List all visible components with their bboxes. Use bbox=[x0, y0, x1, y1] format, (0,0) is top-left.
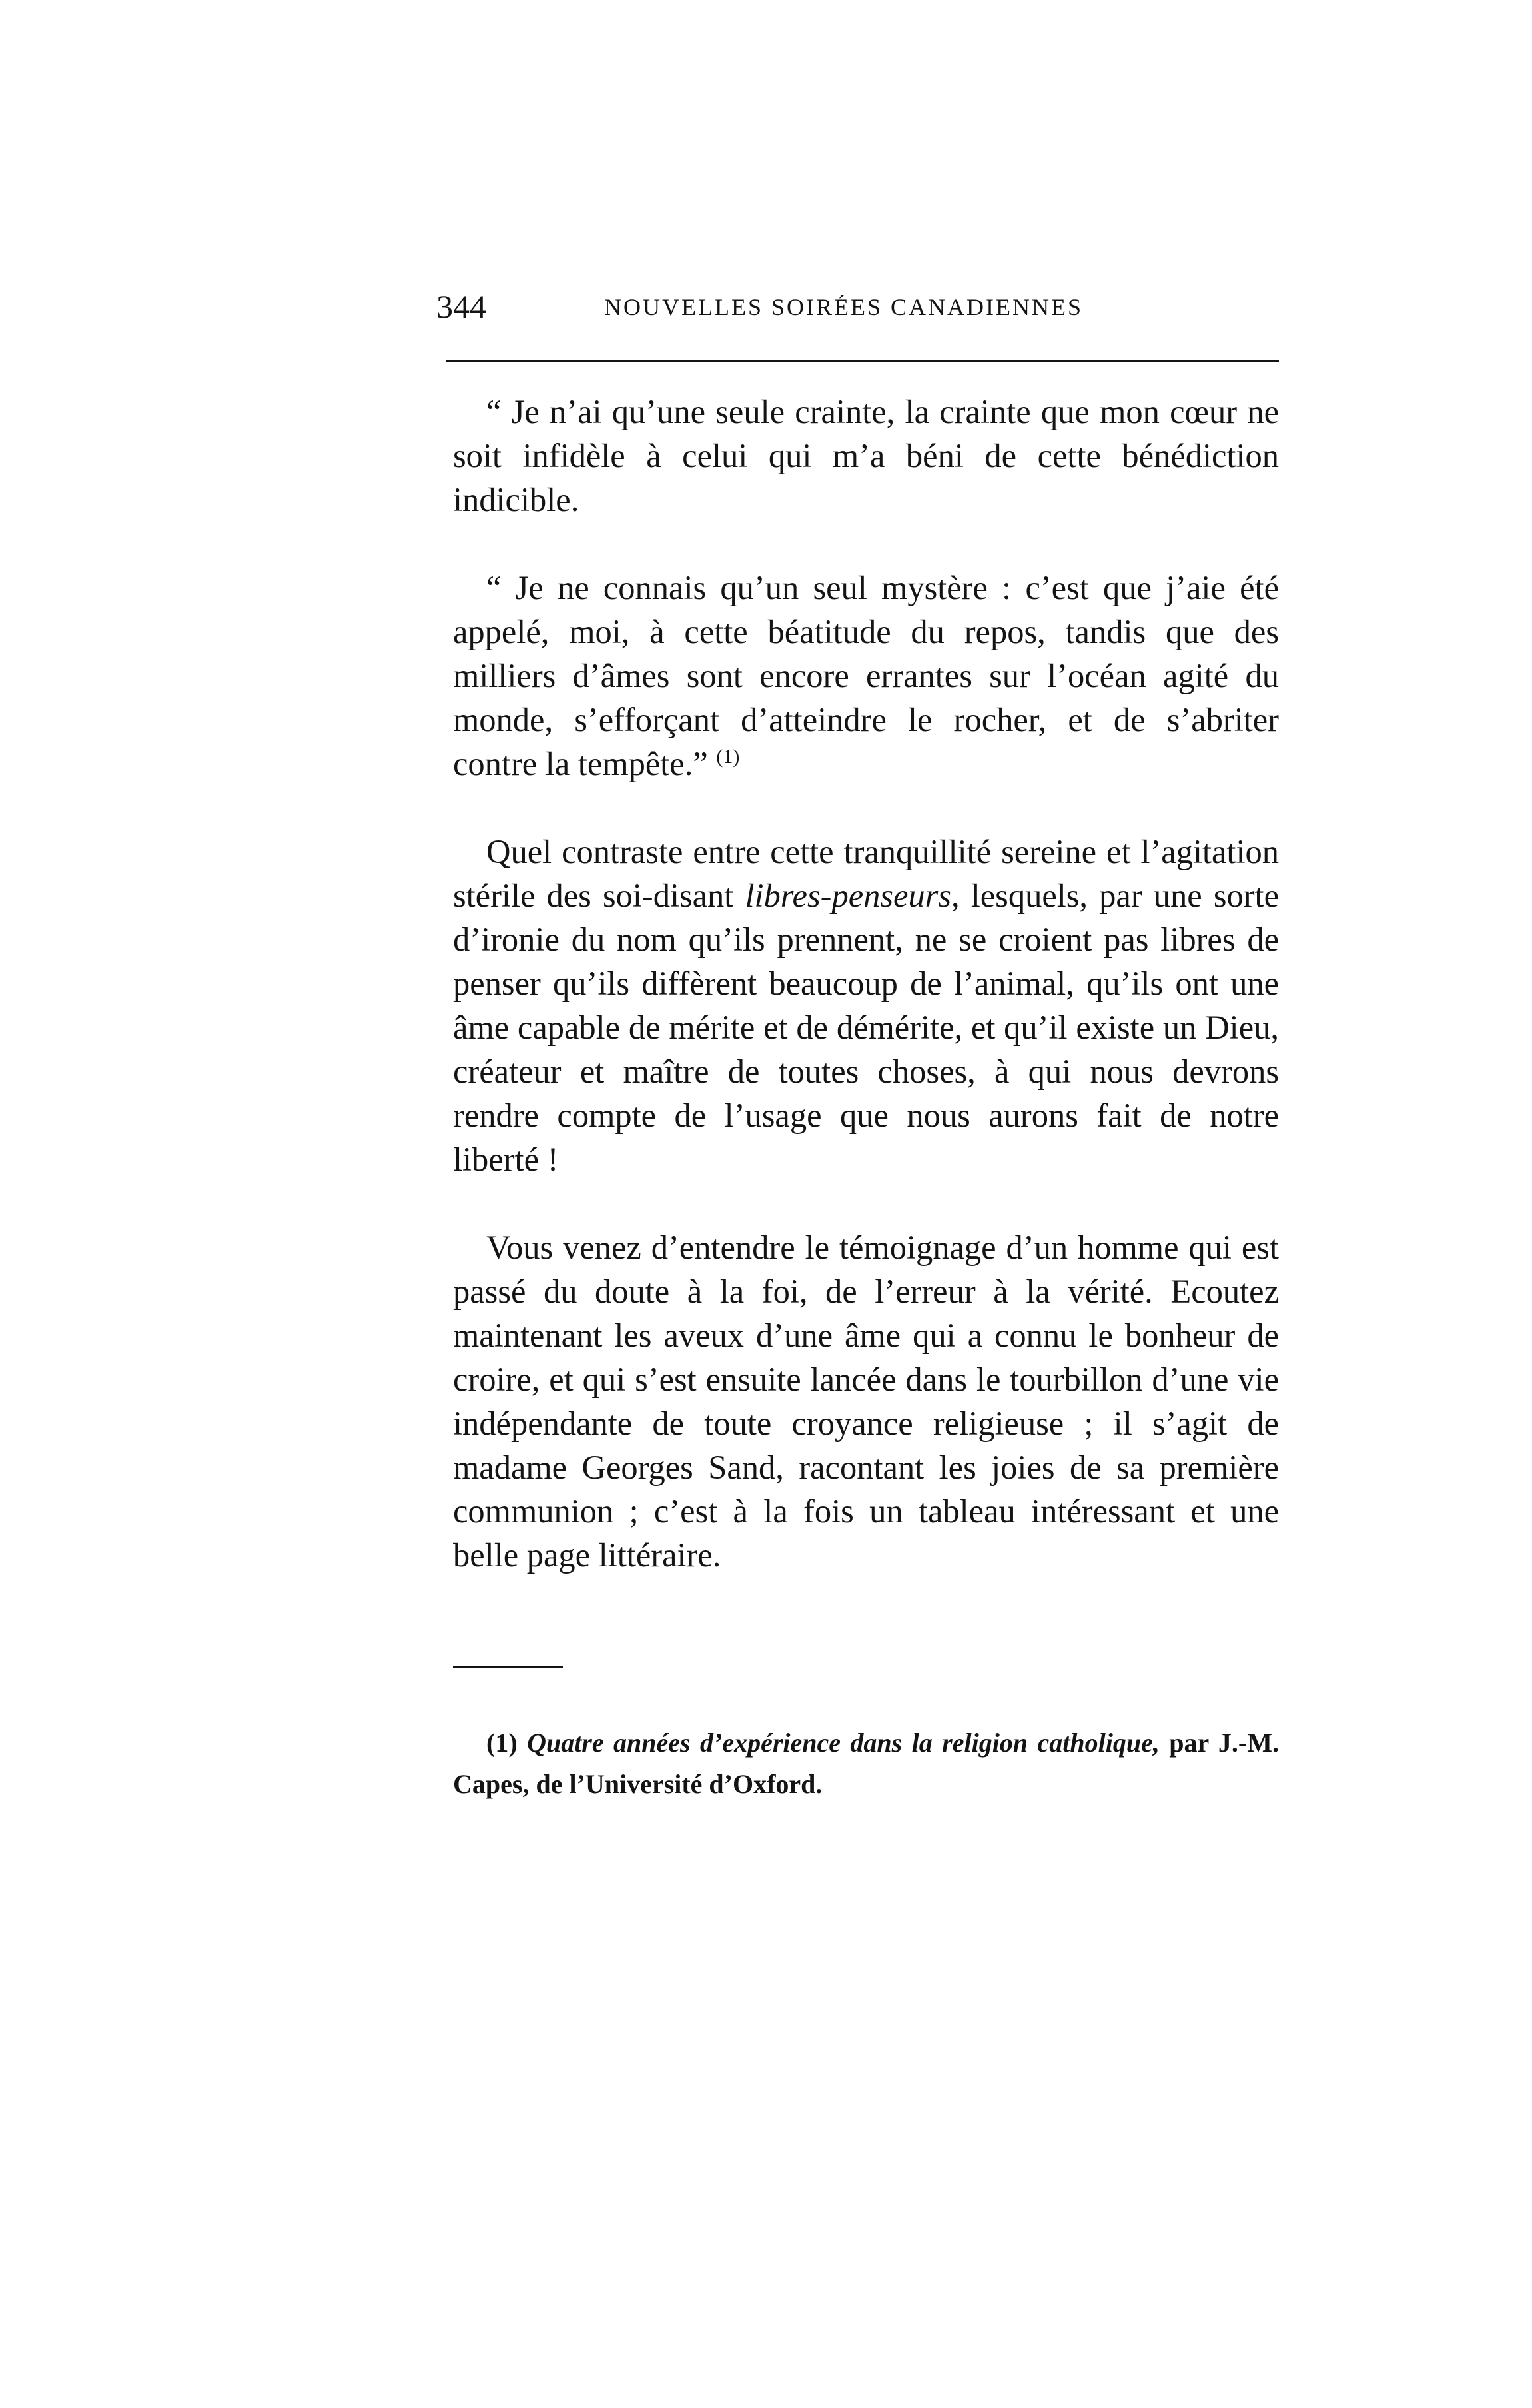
footnote-text: par J.-M. Capes, de l’Université d’Oxford. bbox=[453, 1728, 1280, 1799]
body-text bbox=[453, 390, 1279, 1577]
footnote bbox=[453, 1722, 1279, 1805]
running-title: NOUVELLES SOIRÉES CANADIENNES bbox=[604, 294, 1083, 320]
header-rule bbox=[446, 360, 1279, 362]
page-number: 344 bbox=[436, 288, 486, 325]
footnote-number: (1) bbox=[486, 1728, 518, 1758]
paragraph-3-text-a: Quel contraste entre cette tranquillité sereine et l’agitation stérile des soi-disant bbox=[453, 833, 1279, 914]
page-header bbox=[436, 283, 1279, 330]
paragraph-3-italic: libres-penseurs bbox=[745, 877, 951, 914]
paragraph-3-text-b: , lesquels, par une sorte d’ironie du nom qu’ils prennent, ne se croient pas libres de penser qu’ils diffèrent beaucoup de l’animal, qu’ils ont une âme capable de mérite et de démérite, et qu’il existe un Dieu, créateur et maître de toutes choses, à qui nous devrons rendre compte de l’usage que nous aurons fait de notre liberté ! bbox=[453, 877, 1279, 1178]
paragraph-2 bbox=[453, 566, 1279, 786]
paragraph-1: “ Je n’ai qu’une seule crainte, la crainte que mon cœur ne soit infidèle à celui qui m’a béni de cette bénédiction indicible. bbox=[453, 393, 1279, 518]
footnote-reference: (1) bbox=[716, 746, 740, 768]
paragraph-3 bbox=[453, 830, 1279, 1181]
footnote-title: Quatre années d’expérience dans la religion catholique, bbox=[527, 1728, 1160, 1758]
paragraph-4: Vous venez d’entendre le témoignage d’un homme qui est passé du doute à la foi, de l’erreur à la vérité. Ecoutez maintenant les aveux d’une âme qui a connu le bonheur de croire, et qui s’est ensuite lancée dans le tourbillon d’une vie indépendante de toute croyance religieuse ; il s’agit de madame Georges Sand, racontant les joies de sa première communion ; c’est à la fois un tableau intéressant et une belle page littéraire. bbox=[453, 1229, 1279, 1574]
paragraph-2-text: “ Je ne connais qu’un seul mystère : c’est que j’aie été appelé, moi, à cette béatitude du repos, tandis que des milliers d’âmes sont encore errantes sur l’océan agité du monde, s’efforçant d’atteindre le rocher, et de s’abriter contre la tempête.” bbox=[453, 569, 1279, 782]
footnote-rule bbox=[453, 1666, 563, 1668]
